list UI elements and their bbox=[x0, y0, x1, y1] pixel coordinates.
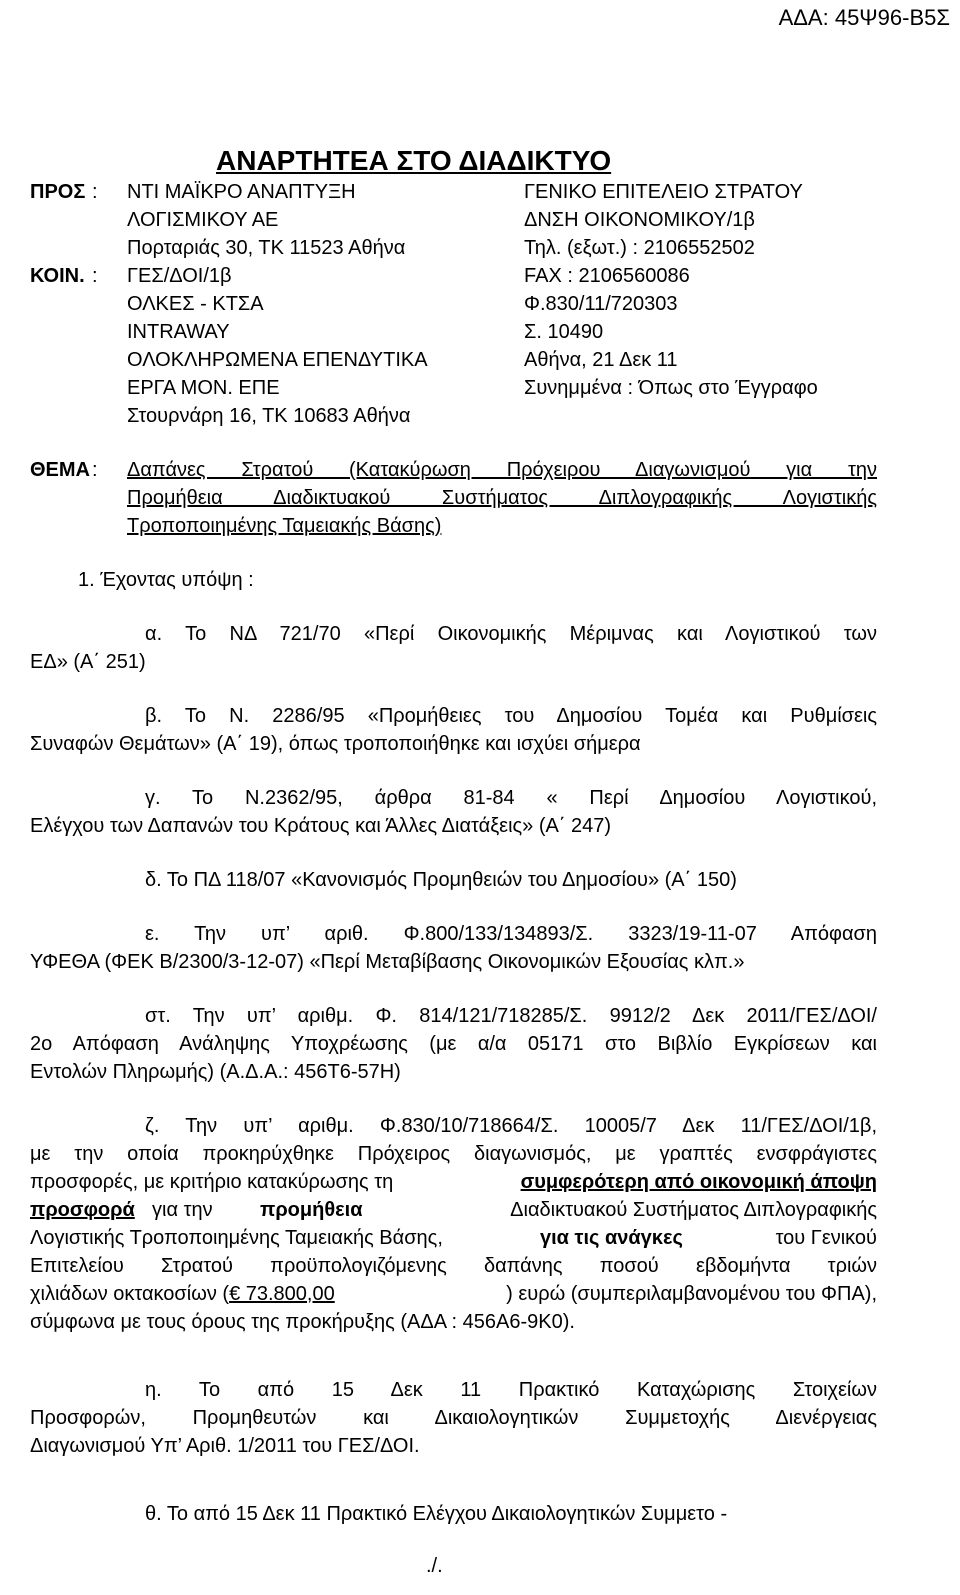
pros-line: Πορταριάς 30, ΤΚ 11523 Αθήνα bbox=[127, 237, 406, 259]
continuation-mark: ./. bbox=[426, 1555, 443, 1577]
koin-line: ΟΛΟΚΛΗΡΩΜΕΝΑ ΕΠΕΝΔΥΤΙΚΑ bbox=[127, 349, 428, 371]
item-z-line: σύμφωνα με τους όρους της προκήρυξης (ΑΔΑ : 456Α6-9Κ0). bbox=[30, 1311, 575, 1333]
item-z-line bbox=[30, 1168, 877, 1196]
ada-code: ΑΔΑ: 45Ψ96-Β5Σ bbox=[778, 5, 950, 30]
item-b-line: Συναφών Θεμάτων» (Α΄ 19), όπως τροποποιήθηκε και ισχύει σήμερα bbox=[30, 733, 641, 755]
item-st-line: 2ο Απόφαση Ανάληψης Υποχρέωσης (με α/α 05171 στο Βιβλίο Εγκρίσεων και bbox=[30, 1033, 877, 1055]
koin-line: Στουρνάρη 16, ΤΚ 10683 Αθήνα bbox=[127, 405, 411, 427]
item-z-line: ζ. Την υπ’ αριθμ. Φ.830/10/718664/Σ. 10005/7 Δεκ 11/ΓΕΣ/ΔΟΙ/1β, bbox=[145, 1115, 877, 1137]
koin-line: INTRAWAY bbox=[127, 321, 230, 343]
sender-line: Τηλ. (εξωτ.) : 2106552502 bbox=[524, 237, 755, 259]
item-z-text: Διαδικτυακού Συστήματος Διπλογραφικής bbox=[510, 1199, 877, 1221]
considering-heading: 1. Έχοντας υπόψη : bbox=[78, 569, 254, 591]
pros-colon: : bbox=[92, 181, 98, 203]
item-z-amount: € 73.800,00 bbox=[229, 1283, 335, 1305]
pros-line: ΛΟΓΙΣΜΙΚΟΥ ΑΕ bbox=[127, 209, 279, 231]
sender-line: Σ. 10490 bbox=[524, 321, 604, 343]
item-z-text: Λογιστικής Τροποποιημένης Ταμειακής Βάσης, bbox=[30, 1227, 443, 1249]
item-z-line: με την οποία προκηρύχθηκε Πρόχειρος διαγωνισμός, με γραπτές ενσφράγιστες bbox=[30, 1143, 877, 1165]
item-z-emphasis: συμφερότερη από οικονομική άποψη bbox=[520, 1171, 877, 1193]
item-z-emphasis: προμήθεια bbox=[260, 1199, 363, 1221]
item-st-line: Εντολών Πληρωμής) (Α.Δ.Α.: 456Τ6-57Η) bbox=[30, 1061, 401, 1083]
sender-line: FAX : 2106560086 bbox=[524, 265, 690, 287]
subject-label: ΘΕΜΑ bbox=[30, 459, 90, 481]
item-b-line: β. Το Ν. 2286/95 «Προμήθειες του Δημοσίου Τομέα και Ρυθμίσεις bbox=[145, 705, 877, 727]
item-st-line: στ. Την υπ’ αριθμ. Φ. 814/121/718285/Σ. 9912/2 Δεκ 2011/ΓΕΣ/ΔΟΙ/ bbox=[145, 1005, 877, 1027]
item-th-line: θ. Το από 15 Δεκ 11 Πρακτικό Ελέγχου Δικαιολογητικών Συμμετο - bbox=[145, 1503, 728, 1525]
sender-line: ΓΕΝΙΚΟ ΕΠΙΤΕΛΕΙΟ ΣΤΡΑΤΟΥ bbox=[524, 181, 803, 203]
pros-line: ΝΤΙ ΜΑΪΚΡΟ ΑΝΑΠΤΥΞΗ bbox=[127, 181, 356, 203]
koin-label: ΚΟΙΝ. bbox=[30, 265, 85, 287]
item-z-emphasis: για τις ανάγκες bbox=[540, 1227, 683, 1249]
item-h-line: η. Το από 15 Δεκ 11 Πρακτικό Καταχώρισης Στοιχείων bbox=[145, 1379, 877, 1401]
item-z-text: του Γενικού bbox=[775, 1227, 877, 1249]
sender-attachments: Συνημμένα : Όπως στο Έγγραφο bbox=[524, 377, 818, 399]
item-a-line: ΕΔ» (Α΄ 251) bbox=[30, 651, 146, 673]
item-h-line: Προσφορών, Προμηθευτών και Δικαιολογητικών Συμμετοχής Διενέργειας bbox=[30, 1407, 877, 1429]
subject-line: Δαπάνες Στρατού (Κατακύρωση Πρόχειρου Διαγωνισμού για την bbox=[127, 459, 877, 481]
subject-line: Τροποποιημένης Ταμειακής Βάσης) bbox=[127, 515, 442, 537]
sender-line: ΔΝΣΗ ΟΙΚΟΝΟΜΙΚΟΥ/1β bbox=[524, 209, 755, 231]
item-z-line: Επιτελείου Στρατού προϋπολογιζόμενης δαπάνης ποσού εβδομήντα τριών bbox=[30, 1255, 877, 1277]
koin-line: ΕΡΓΑ ΜΟΝ. ΕΠΕ bbox=[127, 377, 280, 399]
koin-line: ΟΛΚΕΣ - ΚΤΣΑ bbox=[127, 293, 264, 315]
item-z-text: χιλιάδων οκτακοσίων ( bbox=[30, 1283, 230, 1305]
item-h-line: Διαγωνισμού Υπ’ Αριθ. 1/2011 του ΓΕΣ/ΔΟΙ. bbox=[30, 1435, 420, 1457]
item-z-text: προσφορές, με κριτήριο κατακύρωσης τη bbox=[30, 1171, 394, 1193]
koin-line: ΓΕΣ/ΔΟΙ/1β bbox=[127, 265, 232, 287]
item-a-line: α. Το ΝΔ 721/70 «Περί Οικονομικής Μέριμνας και Λογιστικού των bbox=[145, 623, 877, 645]
item-e-line: ΥΦΕΘΑ (ΦΕΚ Β/2300/3-12-07) «Περί Μεταβίβασης Οικονομικών Εξουσίας κλπ.» bbox=[30, 951, 745, 973]
item-d-line: δ. Το ΠΔ 118/07 «Κανονισμός Προμηθειών του Δημοσίου» (Α΄ 150) bbox=[145, 869, 737, 891]
page-title: ΑΝΑΡΤΗΤΕΑ ΣΤΟ ΔΙΑΔΙΚΤΥΟ bbox=[216, 145, 612, 176]
sender-date: Αθήνα, 21 Δεκ 11 bbox=[524, 349, 678, 371]
item-z-emphasis: προσφορά bbox=[30, 1199, 135, 1221]
item-c-line: Ελέγχου των Δαπανών του Κράτους και Άλλες Διατάξεις» (Α΄ 247) bbox=[30, 815, 612, 837]
subject-colon: : bbox=[92, 459, 98, 481]
pros-label: ΠΡΟΣ bbox=[30, 181, 86, 203]
item-e-line: ε. Την υπ’ αριθ. Φ.800/133/134893/Σ. 3323/19-11-07 Απόφαση bbox=[145, 923, 877, 945]
koin-colon: : bbox=[92, 265, 98, 287]
item-z-text: για την bbox=[152, 1199, 213, 1221]
sender-line: Φ.830/11/720303 bbox=[524, 293, 678, 315]
item-z-line bbox=[30, 1196, 877, 1224]
item-z-text: ) ευρώ (συμπεριλαμβανομένου του ΦΠΑ), bbox=[506, 1283, 877, 1305]
item-c-line: γ. Το Ν.2362/95, άρθρα 81-84 « Περί Δημοσίου Λογιστικού, bbox=[145, 787, 877, 809]
item-z-line bbox=[30, 1280, 877, 1308]
item-z-line bbox=[30, 1224, 877, 1252]
subject-line: Προμήθεια Διαδικτυακού Συστήματος Διπλογραφικής Λογιστικής bbox=[127, 487, 877, 509]
